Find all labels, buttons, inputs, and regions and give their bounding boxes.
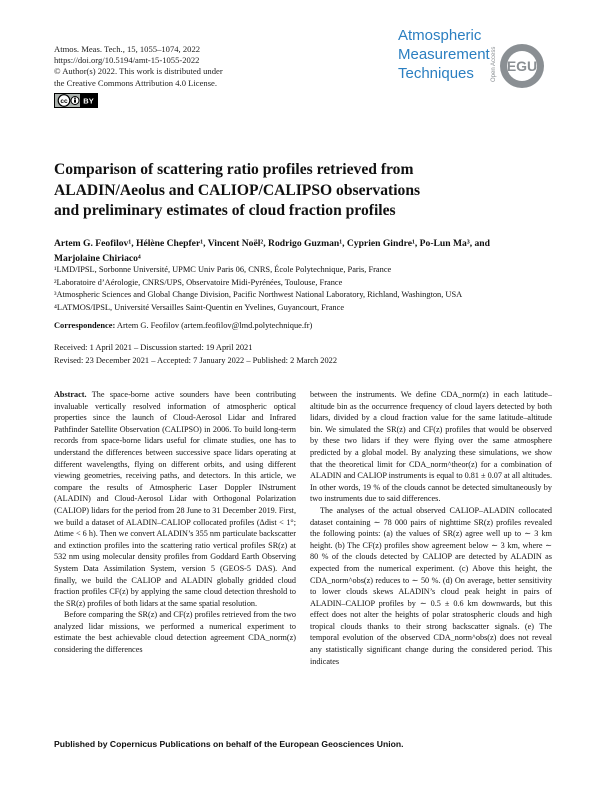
- abstract-paragraph-2: Before comparing the SR(z) and CF(z) profiles retrieved from the two analyzed lidar missions, we performed a numerical experiment to estimate the best achievable cloud detection agreement CDA_norm(z) considering the differences: [54, 610, 296, 655]
- abstract-paragraph-4: The analyses of the actual observed CALIOP–ALADIN collocated dataset containing ∼ 78 000 pairs of nighttime SR(z) profiles revealed the following points: (a) the values of SR(z) agree well up to ∼ 3 km height. (b) The CF(z) profiles show agreement below ∼ 3 km, where ∼ 80 % of the clouds detected by CALIOP are detected by ALADIN as expected from the numerical experiment. (c) Above this height, the CDA_norm^obs(z) reduces to ∼ 50 %. (d) On average, better sensitivity to lower clouds skews ALADIN’s cloud peak height in pairs of ALADIN–CALIOP profiles by ∼ 0.5 ± 0.6 km downwards, but this effect does not alter the heights of polar stratospheric clouds and high tropical clouds thanks to their strong backscatter signals. (e) The temporal evolution of the observed CDA_norm^obs(z) does not reveal any statistically significant change during the considered period. This indicates: [310, 505, 552, 666]
- paper-title: [54, 160, 554, 222]
- affiliations: [54, 264, 564, 315]
- license-line-2: the Creative Commons Attribution 4.0 License.: [54, 77, 218, 88]
- abstract-p1-text: The space-borne active sounders have been contributing invaluable vertically resolved information of atmospheric optical properties since the launch of Cloud-Aerosol Lidar and Infrared Pathfinder Satellite Observation (CALIPSO) in 2006. To build long-term records from space-borne lidars useful for climate studies, one has to understand the differences between successive space lidars operating at different wavelengths, flying on different orbits, and using different viewing geometries, receiving paths, and detectors. In this article, we compare the results of Atmospheric Laser Doppler INstrument (ALADIN) and Cloud-Aerosol Lidar with Orthogonal Polarization (CALIOP) lidars for the period from 28 June to 31 December 2019. First, we build a dataset of ALADIN–CALIOP collocated profiles (Δdist < 1°; Δtime < 6 h). Then we convert ALADIN’s 355 nm particulate backscatter and extinction profiles into the scattering ratio vertical profiles SR(z) at 532 nm using molecular density profiles from Goddard Earth Observing System Data Assimilation System, version 5 (GEOS-5 DAS). And finally, we build the CALIOP and ALADIN globally gridded cloud fraction profiles CF(z) by applying the same cloud detection threshold to the SR(z) profiles of both lidars at the same spatial resolution.: [54, 390, 296, 608]
- open-access-label: Open Access: [491, 46, 497, 82]
- abstract-label: Abstract.: [54, 390, 87, 399]
- dates-line-1: Received: 1 April 2021 – Discussion started: 19 April 2021: [54, 343, 253, 352]
- affiliation-3: ³Atmospheric Sciences and Global Change Division, Pacific Northwest National Laboratory, Richland, Washington, USA: [54, 290, 463, 300]
- author-list: [54, 236, 554, 266]
- abstract-column-right: [310, 389, 552, 667]
- journal-citation: Atmos. Meas. Tech., 15, 1055–1074, 2022: [54, 44, 201, 54]
- correspondence: [54, 321, 312, 330]
- cc-text: cc: [60, 98, 68, 105]
- journal-logo: [398, 14, 550, 108]
- authors-line-1: Artem G. Feofilov¹, Hélène Chepfer¹, Vincent Noël², Rodrigo Guzman¹, Cyprien Gindre¹, Po-Lun Ma³, and: [54, 238, 490, 249]
- publication-dates: [54, 342, 337, 367]
- doi-link[interactable]: https://doi.org/10.5194/amt-15-1055-2022: [54, 55, 200, 66]
- logo-line-2: Measurement: [398, 46, 490, 63]
- affiliation-2: ²Laboratoire d’Aérologie, CNRS/UPS, Observatoire Midi-Pyrénées, Toulouse, France: [54, 277, 343, 287]
- by-text: BY: [83, 96, 94, 106]
- title-line-2: ALADIN/Aeolus and CALIOP/CALIPSO observations: [54, 181, 421, 199]
- logo-line-3: Techniques: [398, 65, 474, 82]
- license-line-1: © Author(s) 2022. This work is distributed under: [54, 66, 223, 77]
- affiliation-4: ⁴LATMOS/IPSL, Université Versailles Saint-Quentin en Yvelines, Guyancourt, France: [54, 303, 345, 313]
- affiliation-1: ¹LMD/IPSL, Sorbonne Université, UPMC Univ Paris 06, CNRS, École Polytechnique, Paris, France: [54, 265, 392, 274]
- correspondence-label: Correspondence:: [54, 321, 116, 330]
- abstract-column-left: [54, 389, 296, 656]
- correspondence-text[interactable]: Artem G. Feofilov (artem.feofilov@lmd.polytechnique.fr): [116, 321, 313, 330]
- logo-line-1: Atmospheric: [398, 27, 482, 44]
- abstract-paragraph-1: [54, 389, 296, 609]
- title-line-3: and preliminary estimates of cloud fraction profiles: [54, 202, 396, 220]
- journal-header: [54, 44, 223, 89]
- dates-line-2: Revised: 23 December 2021 – Accepted: 7 January 2022 – Published: 2 March 2022: [54, 355, 338, 365]
- egu-badge-text: EGU: [506, 58, 538, 74]
- cc-by-license-icon[interactable]: [54, 93, 98, 108]
- authors-line-2: Marjolaine Chiriaco⁴: [54, 253, 141, 265]
- title-line-1: Comparison of scattering ratio profiles retrieved from: [54, 161, 414, 178]
- abstract-paragraph-3: between the instruments. We define CDA_norm(z) in each latitude–altitude bin as the occurrence frequency of cloud layers detected by both lidars, divided by a cloud fraction value for the same latitude–altitude bin. We simulated the SR(z) and CF(z) profiles that would be observed by these two lidars if they were flying over the same atmosphere predicted by a global model. By analyzing these simulations, we show that the theoretical limit for CDA_norm^theor(z) for a combination of ALADIN and CALIOP instruments is equal to 0.81 ± 0.07 at all altitudes. In other words, 19 % of the clouds cannot be detected simultaneously by two instruments due to said differences.: [310, 390, 552, 504]
- publisher-footer: Published by Copernicus Publications on behalf of the European Geosciences Union.: [54, 739, 404, 749]
